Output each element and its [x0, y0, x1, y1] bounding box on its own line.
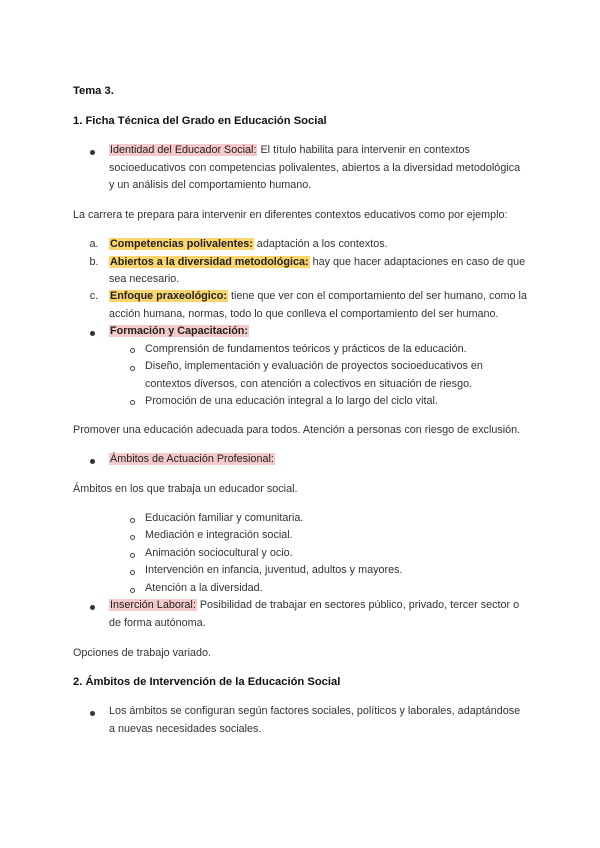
- sub-bullet: [130, 570, 135, 575]
- identidad-line-2: socioeducativos con competencias polivalentes, abiertos a la diversidad metodológica: [109, 162, 521, 174]
- ambitos-item: Animación sociocultural y ocio.: [145, 547, 293, 559]
- formacion-label: Formación y Capacitación:: [110, 325, 248, 337]
- lettered-item-c-text: tiene que ver con el comportamiento del ser humano, como la: [227, 290, 527, 302]
- bullet-dot: [90, 331, 95, 336]
- identidad-line-1: [109, 142, 470, 160]
- identidad-line-3: y un análisis del comportamiento humano.: [109, 179, 312, 191]
- insercion-line-2: de forma autónoma.: [109, 617, 206, 629]
- intro-paragraph: La carrera te prepara para intervenir en diferentes contextos educativos como por ejemplo:: [73, 209, 508, 221]
- identidad-label: Identidad del Educador Social:: [110, 144, 257, 156]
- bullet-dot: [90, 459, 95, 464]
- insercion-label: Inserción Laboral:: [110, 599, 196, 611]
- formacion-item-2-line-2: contextos diversos, con atención a colectivos en situación de riesgo.: [145, 378, 473, 390]
- formacion-item-2: Diseño, implementación y evaluación de proyectos socioeducativos en: [145, 360, 483, 372]
- ambitos-item: Atención a la diversidad.: [145, 582, 263, 594]
- formacion-item-3: Promoción de una educación integral a lo largo del ciclo vital.: [145, 395, 438, 407]
- sub-bullet: [130, 348, 135, 353]
- lettered-item-b-line-2: sea necesario.: [109, 273, 180, 285]
- sub-bullet: [130, 366, 135, 371]
- identidad-text: El título habilita para intervenir en contextos: [257, 144, 470, 156]
- section-2-bullet-line-1: Los ámbitos se configuran según factores sociales, políticos y laborales, adaptándose: [109, 705, 521, 717]
- lettered-item-c-line-2: acción humana, normas, todo lo que conlleva el comportamiento del ser humano.: [109, 308, 499, 320]
- opciones-paragraph: Opciones de trabajo variado.: [73, 647, 212, 659]
- bullet-dot: [90, 605, 95, 610]
- ambitos-heading: [109, 451, 275, 469]
- ambitos-item: Educación familiar y comunitaria.: [145, 512, 304, 524]
- lettered-item-a: [109, 236, 388, 254]
- section-1-title: 1. Ficha Técnica del Grado en Educación Social: [73, 115, 327, 127]
- diversidad-label: Abiertos a la diversidad metodológica:: [110, 256, 309, 268]
- lettered-item-b-text: hay que hacer adaptaciones en caso de que: [309, 256, 526, 268]
- ambitos-intro: Ámbitos en los que trabaja un educador social.: [73, 483, 298, 495]
- formacion-item-1: Comprensión de fundamentos teóricos y prácticos de la educación.: [145, 343, 467, 355]
- lettered-item-b: [109, 254, 525, 272]
- competencias-label: Competencias polivalentes:: [110, 238, 253, 250]
- sub-bullet: [130, 535, 135, 540]
- list-marker-a: a.: [89, 238, 99, 250]
- ambitos-label: Ámbitos de Actuación Profesional:: [110, 453, 274, 465]
- insercion-text: Posibilidad de trabajar en sectores público, privado, tercer sector o: [196, 599, 520, 611]
- ambitos-item: Mediación e integración social.: [145, 529, 293, 541]
- bullet-dot: [90, 711, 95, 716]
- list-marker-b: b.: [89, 256, 99, 268]
- insercion-line-1: [109, 597, 519, 615]
- sub-bullet: [130, 588, 135, 593]
- list-marker-c: c.: [89, 290, 99, 302]
- sub-bullet: [130, 553, 135, 558]
- section-2-bullet-line-2: a nuevas necesidades sociales.: [109, 723, 262, 735]
- ambitos-item: Intervención en infancia, juventud, adultos y mayores.: [145, 564, 403, 576]
- topic-heading: Tema 3.: [73, 85, 114, 97]
- lettered-item-c: [109, 288, 527, 306]
- section-2-title: 2. Ámbitos de Intervención de la Educación Social: [73, 676, 341, 688]
- promover-paragraph: Promover una educación adecuada para todos. Atención a personas con riesgo de exclusión.: [73, 424, 521, 436]
- sub-bullet: [130, 518, 135, 523]
- enfoque-label: Enfoque praxeológico:: [110, 290, 227, 302]
- bullet-dot: [90, 150, 95, 155]
- formacion-heading: [109, 323, 249, 341]
- lettered-item-a-text: adaptación a los contextos.: [253, 238, 388, 250]
- sub-bullet: [130, 400, 135, 405]
